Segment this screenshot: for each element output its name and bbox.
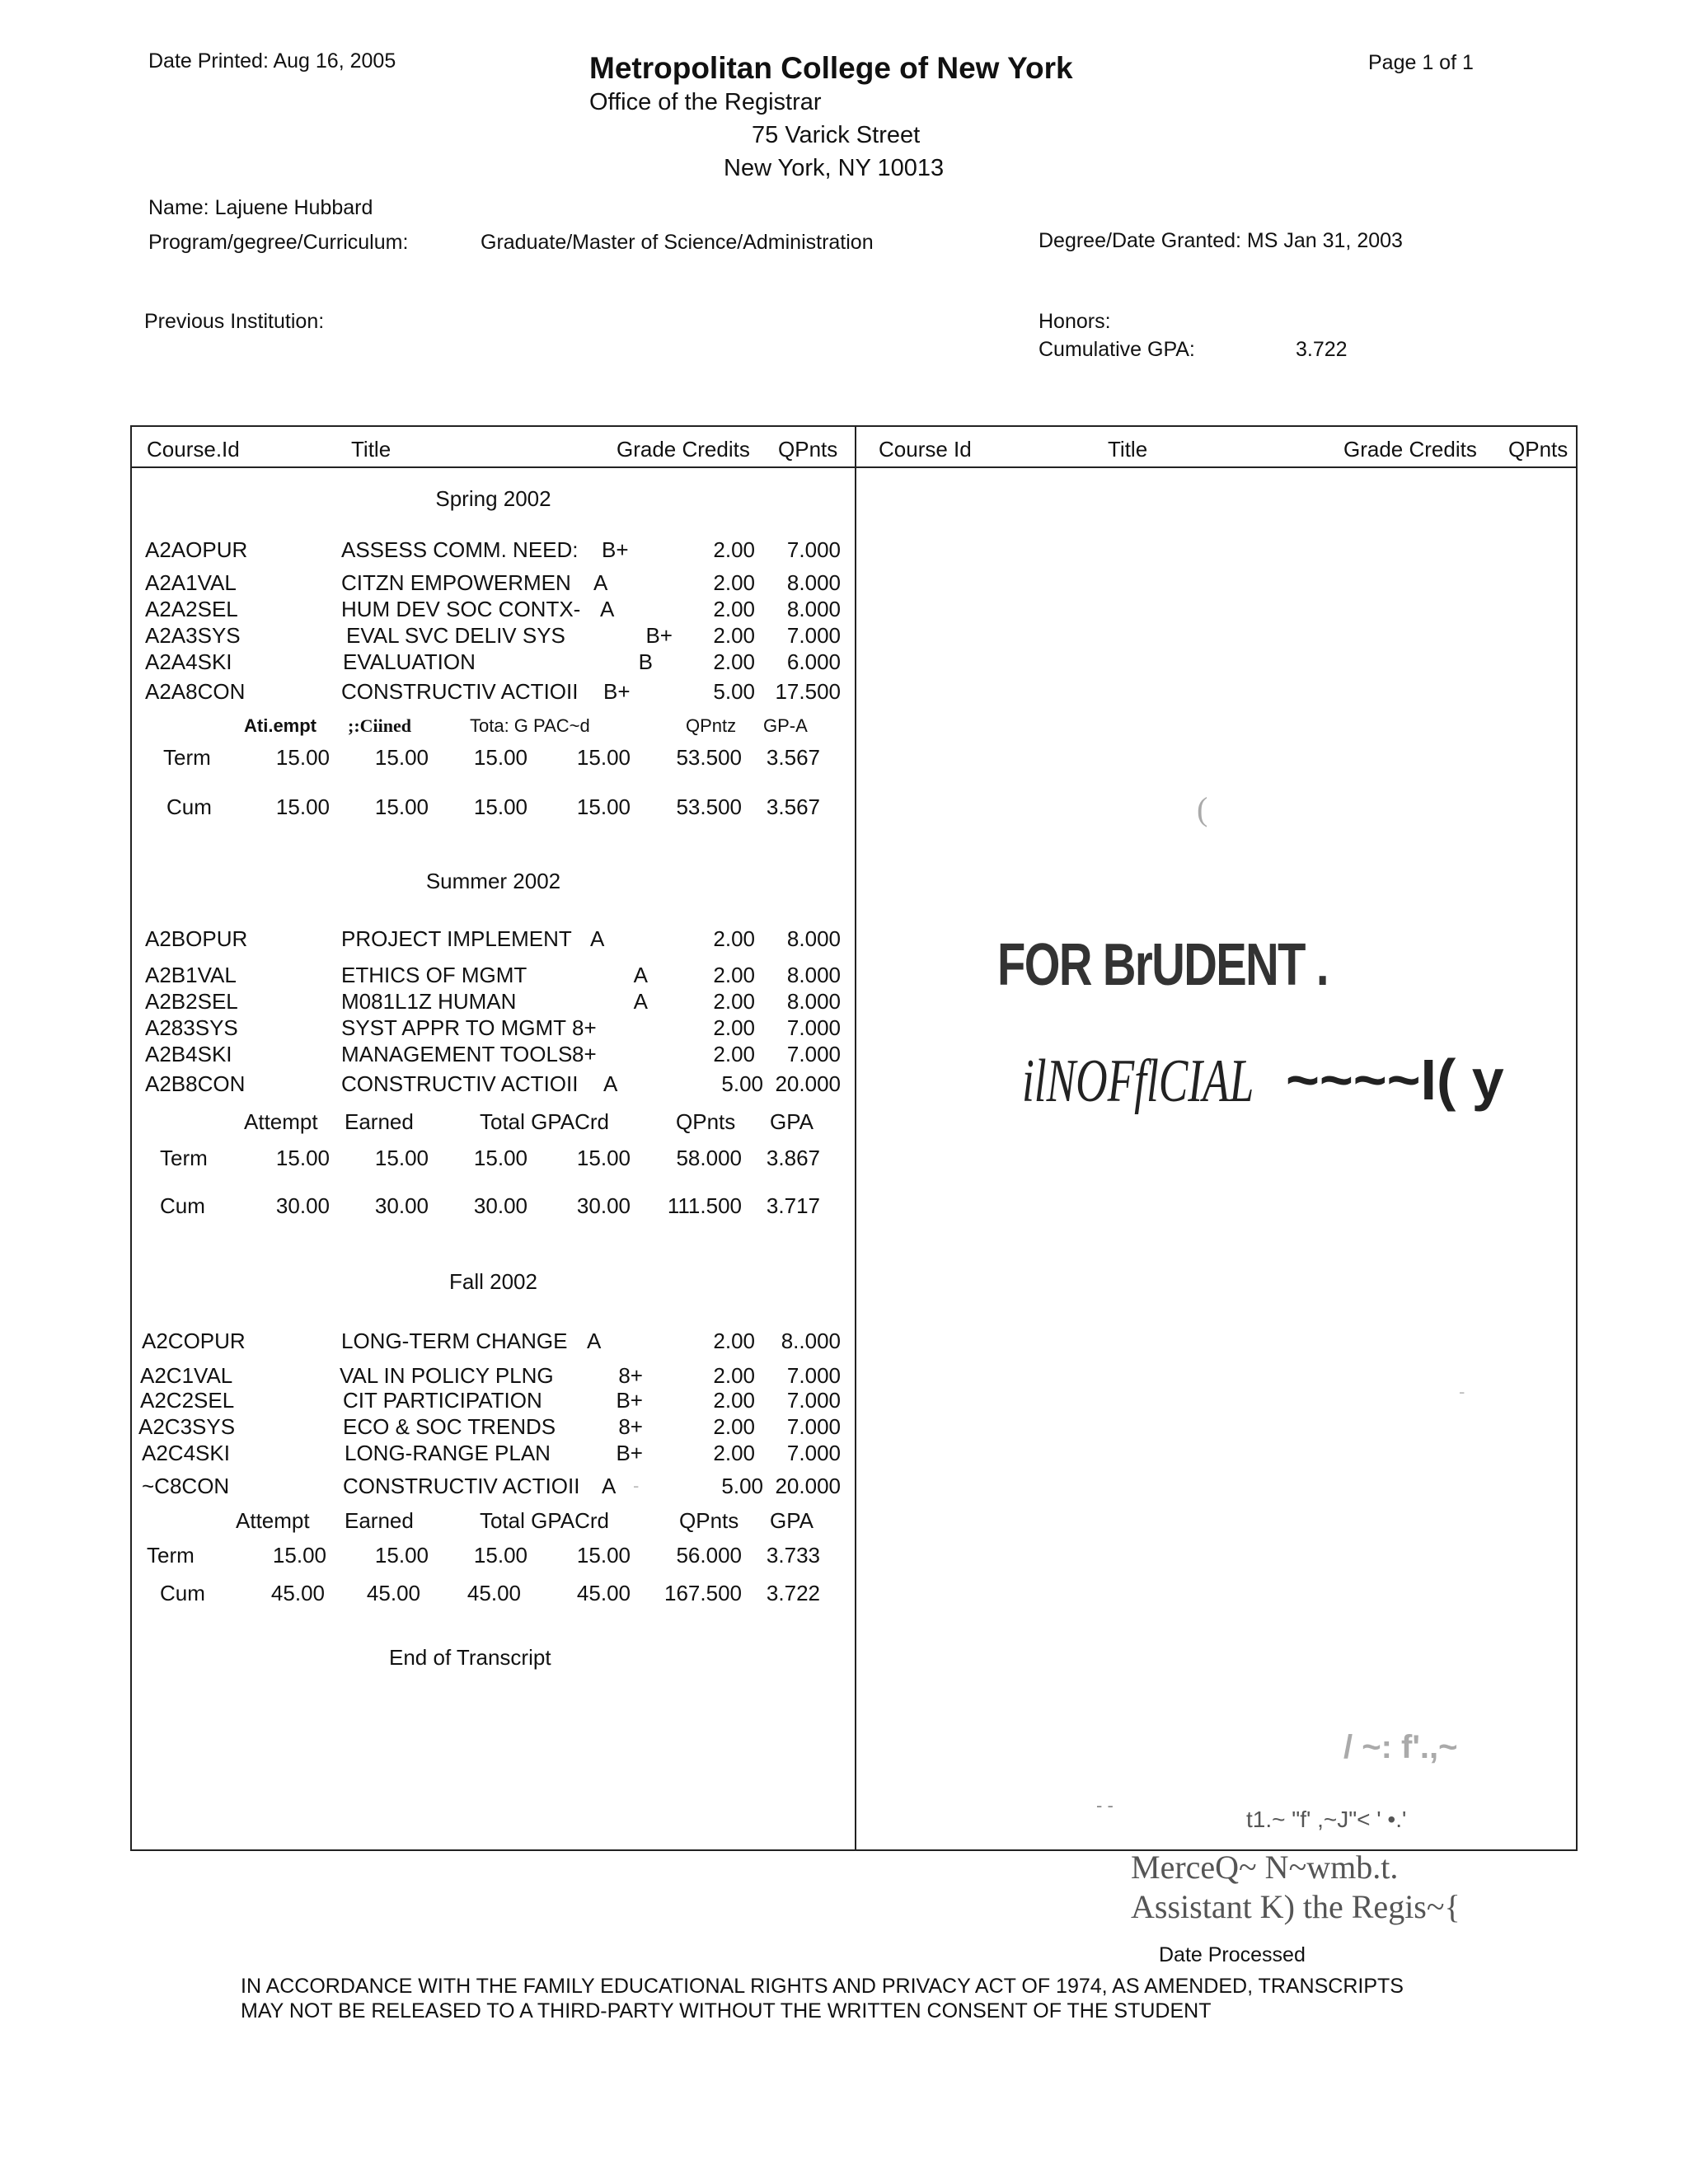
cum-gpa: 3.567 xyxy=(766,794,820,819)
page-number: Page 1 of 1 xyxy=(1368,51,1474,74)
cum-total: 45.00 xyxy=(467,1581,521,1605)
student-copy-stamp: FOR BrUDENT . xyxy=(997,932,1328,998)
course-title: M081L1Z HUMAN xyxy=(341,989,517,1014)
registrar-office: Office of the Registrar xyxy=(589,89,822,115)
course-grade: 8+ xyxy=(572,1042,597,1066)
course-grade: A xyxy=(633,963,648,987)
course-qpnts: 8.000 xyxy=(786,963,841,987)
course-grade: 8+ xyxy=(572,1015,597,1040)
summary-attempt-label: Ati.empt xyxy=(244,715,316,736)
course-grade: A xyxy=(603,1071,618,1096)
course-credits: 2.00 xyxy=(713,1042,755,1066)
term-total: 15.00 xyxy=(473,1146,528,1170)
header-course-id-left: Course.Id xyxy=(147,437,240,462)
course-credits: 5.00 xyxy=(721,1474,763,1498)
header-qpnts-left: QPnts xyxy=(778,437,838,462)
course-qpnts: 8.000 xyxy=(786,989,841,1014)
course-id: ~C8CON xyxy=(142,1474,230,1498)
header-grade-credits-right: Grade Credits xyxy=(1343,437,1477,462)
summary-earned-label: Earned xyxy=(345,1508,414,1533)
course-grade: A xyxy=(600,597,615,621)
program-label: Program/gegree/Curriculum: xyxy=(148,231,409,254)
course-credits: 2.00 xyxy=(713,1363,755,1388)
course-credits: 2.00 xyxy=(713,989,755,1014)
course-credits: 5.00 xyxy=(713,679,755,704)
course-row xyxy=(142,1474,842,1500)
cum-attempt: 45.00 xyxy=(270,1581,325,1605)
faint-mark: - xyxy=(633,1475,640,1496)
cum-earned: 30.00 xyxy=(374,1193,429,1218)
course-id: A2B8CON xyxy=(145,1071,246,1096)
course-credits: 2.00 xyxy=(713,537,755,562)
cumulative-gpa-label: Cumulative GPA: xyxy=(1039,338,1195,361)
summary-attempt-label: Attempt xyxy=(236,1508,310,1533)
course-row xyxy=(145,963,846,989)
cum-summary-row xyxy=(132,1193,855,1220)
semester-heading-spring: Spring 2002 xyxy=(435,486,551,511)
cum-qpnts: 167.500 xyxy=(664,1581,742,1605)
course-id: A283SYS xyxy=(145,1015,238,1040)
course-id: A2BOPUR xyxy=(145,926,248,951)
term-earned: 15.00 xyxy=(374,745,429,770)
cumulative-gpa-value: 3.722 xyxy=(1296,338,1348,361)
course-title: LONG-RANGE PLAN xyxy=(345,1441,551,1465)
course-credits: 2.00 xyxy=(713,623,755,648)
course-row xyxy=(145,1042,846,1068)
term-gpacrd: 15.00 xyxy=(576,1543,631,1568)
student-name: Name: Lajuene Hubbard xyxy=(148,196,373,219)
course-row xyxy=(145,570,846,597)
course-row xyxy=(138,1414,839,1441)
previous-institution: Previous Institution: xyxy=(144,310,325,333)
cum-gpa: 3.722 xyxy=(766,1581,820,1605)
course-credits: 2.00 xyxy=(713,570,755,595)
course-qpnts: 8..000 xyxy=(781,1329,841,1353)
term-summary-row xyxy=(132,1146,855,1172)
course-grade: B xyxy=(638,649,653,674)
summary-attempt-label: Attempt xyxy=(244,1109,318,1134)
course-title: ECO & SOC TRENDS xyxy=(343,1414,556,1439)
faint-mark: ( xyxy=(1197,790,1208,827)
header-grade-credits-left: Grade Credits xyxy=(617,437,750,462)
course-id: A2B4SKI xyxy=(145,1042,232,1066)
course-id: A2C2SEL xyxy=(140,1388,235,1413)
handwritten-scribble: / ~: f'.,~ xyxy=(1343,1729,1458,1765)
summary-gpa-label: GP-A xyxy=(763,715,808,736)
course-id: A2A1VAL xyxy=(145,570,237,595)
summary-total-label: Total GPACrd xyxy=(480,1109,610,1134)
course-credits: 2.00 xyxy=(713,1388,755,1413)
term-attempt: 15.00 xyxy=(275,745,330,770)
course-qpnts: 7.000 xyxy=(786,537,841,562)
program-value: Graduate/Master of Science/Administration xyxy=(481,231,874,254)
course-title: ASSESS COMM. NEED: xyxy=(341,537,579,562)
term-attempt: 15.00 xyxy=(275,1146,330,1170)
course-grade: A xyxy=(590,926,605,951)
cum-qpnts: 53.500 xyxy=(676,794,742,819)
registrar-signature-title: Assistant K) the Regis~{ xyxy=(1131,1888,1461,1925)
summary-gpa-label: GPA xyxy=(770,1109,814,1134)
header-title-left: Title xyxy=(351,437,392,462)
faint-mark: - - xyxy=(1096,1795,1114,1816)
institution-name: Metropolitan College of New York xyxy=(589,51,1073,85)
course-grade: B+ xyxy=(616,1441,643,1465)
course-row xyxy=(145,989,846,1015)
course-grade: A xyxy=(593,570,608,595)
course-qpnts: 7.000 xyxy=(786,1363,841,1388)
faint-mark: - xyxy=(1459,1381,1465,1402)
cum-total: 15.00 xyxy=(473,794,528,819)
summary-header xyxy=(132,1109,855,1136)
course-title: SYST APPR TO MGMT xyxy=(341,1015,567,1040)
summary-qpnts-label: QPnts xyxy=(679,1508,739,1533)
header-title-right: Title xyxy=(1108,437,1148,462)
course-grade: B+ xyxy=(602,537,629,562)
course-qpnts: 17.500 xyxy=(775,679,841,704)
course-credits: 2.00 xyxy=(713,1441,755,1465)
degree-granted: Degree/Date Granted: MS Jan 31, 2003 xyxy=(1039,229,1403,252)
course-title: CITZN EMPOWERMEN xyxy=(341,570,571,595)
course-qpnts: 20.000 xyxy=(775,1474,841,1498)
course-qpnts: 7.000 xyxy=(786,623,841,648)
course-credits: 2.00 xyxy=(713,649,755,674)
header-course-id-right: Course Id xyxy=(879,437,972,462)
term-label: Term xyxy=(147,1543,195,1568)
column-divider xyxy=(855,427,856,1849)
course-id: A2COPUR xyxy=(142,1329,246,1353)
semester-heading-fall: Fall 2002 xyxy=(449,1269,537,1294)
course-grade: 8+ xyxy=(618,1363,643,1388)
course-title: HUM DEV SOC CONTX- xyxy=(341,597,581,621)
course-row xyxy=(145,1071,846,1098)
course-title: ETHICS OF MGMT xyxy=(341,963,528,987)
cum-earned: 45.00 xyxy=(366,1581,420,1605)
course-grade: 8+ xyxy=(618,1414,643,1439)
cum-gpacrd: 45.00 xyxy=(576,1581,631,1605)
course-id: A2B2SEL xyxy=(145,989,238,1014)
term-label: Term xyxy=(163,745,211,770)
honors: Honors: xyxy=(1039,310,1111,333)
course-title: MANAGEMENT TOOLS xyxy=(341,1042,573,1066)
cum-attempt: 30.00 xyxy=(275,1193,330,1218)
course-qpnts: 7.000 xyxy=(786,1441,841,1465)
term-qpnts: 58.000 xyxy=(676,1146,742,1170)
cum-earned: 15.00 xyxy=(374,794,429,819)
course-grade: B+ xyxy=(616,1388,643,1413)
course-title: CONSTRUCTIV ACTIOII xyxy=(341,679,579,704)
course-row xyxy=(145,926,846,953)
term-label: Term xyxy=(160,1146,208,1170)
term-qpnts: 56.000 xyxy=(676,1543,742,1568)
course-row xyxy=(145,623,846,649)
course-title: CONSTRUCTIV ACTIOII xyxy=(341,1071,579,1096)
cum-gpacrd: 30.00 xyxy=(576,1193,631,1218)
course-title: CIT PARTICIPATION xyxy=(343,1388,542,1413)
transcript-table xyxy=(130,425,1578,1851)
term-earned: 15.00 xyxy=(374,1543,429,1568)
header-rule xyxy=(132,466,1576,468)
course-grade: A xyxy=(587,1329,602,1353)
course-grade: A xyxy=(602,1474,617,1498)
city-address: New York, NY 10013 xyxy=(724,155,945,181)
summary-header xyxy=(132,1508,855,1535)
course-title: EVALUATION xyxy=(343,649,476,674)
registrar-signature-name: MerceQ~ N~wmb.t. xyxy=(1131,1849,1399,1886)
course-credits: 5.00 xyxy=(721,1071,763,1096)
cum-attempt: 15.00 xyxy=(275,794,330,819)
course-title: PROJECT IMPLEMENT xyxy=(341,926,572,951)
course-title: CONSTRUCTIV ACTIOII xyxy=(343,1474,580,1498)
course-id: A2C3SYS xyxy=(138,1414,236,1439)
unofficial-stamp-tail: ~~~~I( y xyxy=(1286,1047,1504,1112)
cum-qpnts: 111.500 xyxy=(667,1193,742,1218)
course-row xyxy=(140,1388,841,1414)
course-qpnts: 8.000 xyxy=(786,926,841,951)
course-id: A2AOPUR xyxy=(145,537,248,562)
course-id: A2A8CON xyxy=(145,679,246,704)
course-credits: 2.00 xyxy=(713,1414,755,1439)
term-gpa: 3.733 xyxy=(766,1543,820,1568)
term-gpa: 3.867 xyxy=(766,1146,820,1170)
course-title: LONG-TERM CHANGE xyxy=(341,1329,568,1353)
course-row xyxy=(142,1441,842,1467)
summary-earned-label: Earned xyxy=(345,1109,414,1134)
summary-gpa-label: GPA xyxy=(770,1508,814,1533)
course-row xyxy=(145,1015,846,1042)
handwritten-scribble: t1.~ "f' ,~J"< ' •.' xyxy=(1246,1807,1407,1832)
course-row xyxy=(145,537,846,564)
cum-label: Cum xyxy=(160,1581,205,1605)
course-credits: 2.00 xyxy=(713,926,755,951)
course-qpnts: 8.000 xyxy=(786,597,841,621)
cum-label: Cum xyxy=(160,1193,205,1218)
course-qpnts: 20.000 xyxy=(775,1071,841,1096)
summary-earned-label: ;:Ciined xyxy=(348,715,411,736)
course-credits: 2.00 xyxy=(713,597,755,621)
date-processed: Date Processed xyxy=(1159,1943,1306,1966)
cum-summary-row xyxy=(132,794,855,821)
term-gpacrd: 15.00 xyxy=(576,745,631,770)
cum-summary-row xyxy=(132,1581,855,1607)
course-qpnts: 7.000 xyxy=(786,1042,841,1066)
course-row xyxy=(140,1363,841,1390)
street-address: 75 Varick Street xyxy=(752,122,921,148)
course-grade: B+ xyxy=(603,679,631,704)
course-title: VAL IN POLICY PLNG xyxy=(340,1363,554,1388)
term-gpa: 3.567 xyxy=(766,745,820,770)
course-grade: B+ xyxy=(645,623,673,648)
course-credits: 2.00 xyxy=(713,963,755,987)
course-qpnts: 6.000 xyxy=(786,649,841,674)
ferpa-notice-line2: MAY NOT BE RELEASED TO A THIRD-PARTY WITHOUT THE WRITTEN CONSENT OF THE STUDENT xyxy=(241,1999,1212,2022)
summary-qpnts-label: QPnts xyxy=(676,1109,736,1134)
course-qpnts: 8.000 xyxy=(786,570,841,595)
course-row xyxy=(145,679,846,705)
term-summary-row xyxy=(132,1543,855,1569)
term-summary-row xyxy=(132,745,855,771)
course-id: A2A2SEL xyxy=(145,597,238,621)
term-total: 15.00 xyxy=(473,745,528,770)
term-attempt: 15.00 xyxy=(272,1543,326,1568)
cum-total: 30.00 xyxy=(473,1193,528,1218)
course-qpnts: 7.000 xyxy=(786,1414,841,1439)
cum-gpa: 3.717 xyxy=(766,1193,820,1218)
term-gpacrd: 15.00 xyxy=(576,1146,631,1170)
term-qpnts: 53.500 xyxy=(676,745,742,770)
course-grade: A xyxy=(633,989,648,1014)
course-id: A2C1VAL xyxy=(140,1363,233,1388)
course-id: A2C4SKI xyxy=(142,1441,230,1465)
summary-total-label: Tota: G PAC~d xyxy=(470,715,590,736)
course-credits: 2.00 xyxy=(713,1329,755,1353)
end-of-transcript: End of Transcript xyxy=(389,1645,551,1670)
course-qpnts: 7.000 xyxy=(786,1388,841,1413)
course-row xyxy=(142,1329,842,1355)
course-row xyxy=(145,597,846,623)
term-earned: 15.00 xyxy=(374,1146,429,1170)
course-qpnts: 7.000 xyxy=(786,1015,841,1040)
header-qpnts-right: QPnts xyxy=(1508,437,1568,462)
summary-total-label: Total GPACrd xyxy=(480,1508,610,1533)
course-row xyxy=(145,649,846,676)
summary-qpnts-label: QPntz xyxy=(686,715,737,736)
course-id: A2B1VAL xyxy=(145,963,237,987)
course-title: EVAL SVC DELIV SYS xyxy=(346,623,565,648)
cum-label: Cum xyxy=(166,794,212,819)
course-credits: 2.00 xyxy=(713,1015,755,1040)
ferpa-notice-line1: IN ACCORDANCE WITH THE FAMILY EDUCATIONAL RIGHTS AND PRIVACY ACT OF 1974, AS AMENDED, TRANSCRIPTS xyxy=(241,1975,1404,1998)
unofficial-stamp: ilNOFflCIAL xyxy=(1022,1047,1254,1115)
cum-gpacrd: 15.00 xyxy=(576,794,631,819)
course-id: A2A3SYS xyxy=(145,623,241,648)
term-total: 15.00 xyxy=(473,1543,528,1568)
summary-header xyxy=(132,715,855,742)
date-printed: Date Printed: Aug 16, 2005 xyxy=(148,49,396,73)
semester-heading-summer: Summer 2002 xyxy=(425,869,561,893)
course-id: A2A4SKI xyxy=(145,649,232,674)
